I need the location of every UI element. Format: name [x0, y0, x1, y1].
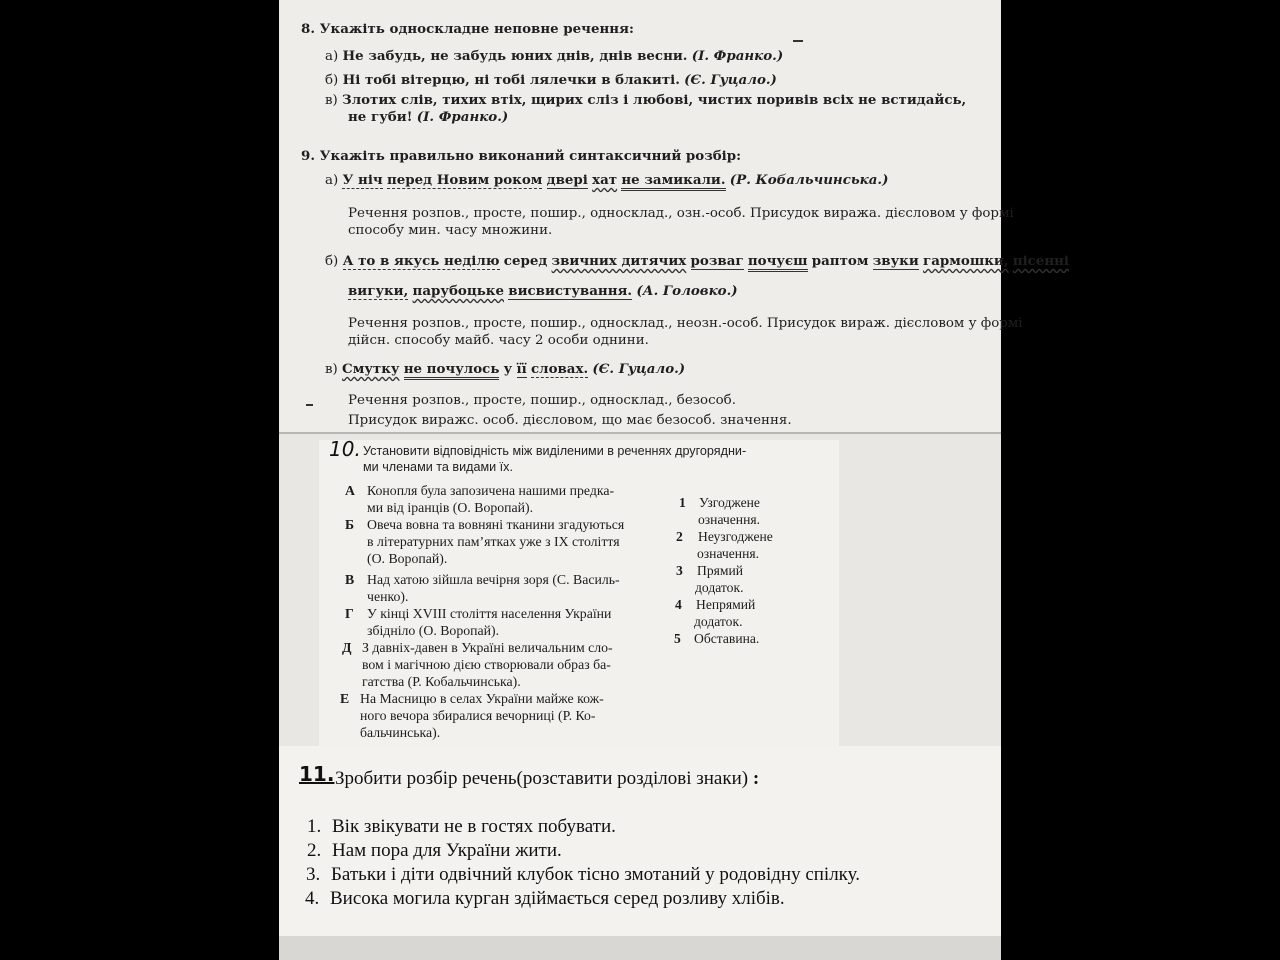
q10-item-e-cont2: гатства (Р. Кобальчинська).: [362, 674, 521, 689]
q10-answer-3: 3 Прямий: [676, 563, 744, 578]
page-edge: [279, 936, 1001, 960]
q10-item-e-cont: вом і магічною дією створювали образ ба-: [362, 657, 611, 672]
q10-answer-3-cont: додаток.: [695, 580, 744, 595]
q9-option-c-analysis-cont: Присудок виражс. особ. дієсловом, що має безособ. значення.: [348, 413, 792, 428]
q9-option-b-analysis-cont: дійсн. способу майб. часу 2 особи однини.: [348, 333, 649, 348]
q9-option-b-analysis: Речення розпов., просте, пошир., односклад., неозн.-особ. Присудок вираж. дієсловом у формі: [348, 316, 1023, 331]
q10-item-c-cont: ченко).: [367, 589, 409, 604]
q10-answer-1-cont: означення.: [698, 512, 761, 527]
q10-item-f-cont: ного вечора збиралися вечорниці (Р. Ко-: [360, 708, 596, 723]
q10-item-e: Д З давніх-давен в Україні величальним сло-: [342, 640, 613, 655]
q9-option-a-sentence: а) У ніч перед Новим роком двері хат не замикали. (Р. Кобальчинська.): [325, 172, 888, 189]
q10-item-a-cont: ми від іранців (О. Воропай).: [367, 500, 534, 515]
q10-item-b-cont: в літературних пам’ятках уже з IX століття: [367, 534, 620, 549]
q10-title-cont: ми членами та видами їх.: [363, 460, 513, 474]
q9-option-c-analysis: Речення розпов., просте, пошир., односклад., безособ.: [348, 393, 737, 408]
q9-option-b-sentence: б) А то в якусь неділю серед звичних дитячих розваг почуєш раптом звуки гармошки, пісенні: [325, 253, 1069, 270]
q11-handwritten-number: 11.: [299, 762, 335, 786]
q9-option-a-analysis: Речення розпов., просте, пошир., односклад., озн.-особ. Присудок виража. дієсловом у формі: [348, 206, 1014, 221]
q8-option-c-cont: не губи! (І. Франко.): [348, 109, 509, 125]
q8-option-b: б) Ні тобі вітерцю, ні тобі лялечки в блакиті. (Є. Гуцало.): [325, 72, 777, 88]
q11-sentence-3: 3. Батьки і діти одвічний клубок тісно змотаний у родовідну спілку.: [306, 864, 860, 885]
pen-mark: [306, 404, 313, 406]
q8-number: 8.: [301, 21, 315, 37]
q10-answer-1: 1 Узгоджене: [679, 495, 760, 510]
q10-answer-4-cont: додаток.: [694, 614, 743, 629]
q10-item-f-cont2: бальчинська).: [360, 725, 441, 740]
q9-option-a-analysis-cont: способу мин. часу множини.: [348, 223, 553, 238]
q10-answer-2: 2 Неузгоджене: [676, 529, 773, 544]
q10-item-b-cont2: (О. Воропай).: [367, 551, 448, 566]
q8-option-a: а) Не забудь, не забудь юних днів, днів весни. (І. Франко.): [325, 48, 784, 64]
q8-question: Укажіть односкладне неповне речення:: [319, 21, 634, 37]
q9-option-c-sentence: в) Смутку не почулось у її словах. (Є. Гуцало.): [325, 361, 685, 378]
q10-answer-4: 4 Непрямий: [675, 597, 756, 612]
q10-answer-5: 5 Обставина.: [674, 631, 760, 646]
document-sheet: [279, 0, 1070, 960]
q10-item-a: А Конопля була запозичена нашими предка-: [345, 483, 615, 498]
pen-mark: [793, 40, 803, 42]
q9-number: 9.: [301, 148, 315, 164]
q9-option-b-sentence-cont: вигуки, парубоцьке висвистування. (А. Головко.): [348, 283, 738, 299]
q10-title: Установити відповідність між виділеними в реченнях другорядни-: [363, 444, 747, 458]
q10-item-d: Г У кінці XVIII століття населення України: [345, 606, 612, 621]
q11-title: Зробити розбір речень(розставити розділові знаки) :: [335, 768, 760, 789]
q10-handwritten-number: 10.: [329, 437, 361, 461]
q10-item-d-cont: збідніло (О. Воропай).: [367, 623, 500, 638]
q11-sentence-1: 1. Вік звікувати не в гостях побувати.: [307, 816, 616, 837]
q9-question: Укажіть правильно виконаний синтаксичний розбір:: [319, 148, 742, 164]
q8-option-c: в) Злотих слів, тихих втіх, щирих сліз і любові, чистих поривів всіх не встидайсь,: [325, 92, 967, 108]
q11-sentence-2: 2. Нам пора для України жити.: [307, 840, 562, 861]
q11-sentence-4: 4. Висока могила курган здіймається серед розливу хлібів.: [305, 888, 785, 909]
q10-answer-2-cont: означення.: [697, 546, 760, 561]
q8-heading: [301, 21, 634, 38]
q10-item-c: В Над хатою зійшла вечірня зоря (С. Василь-: [345, 572, 620, 587]
q10-item-f: Е На Масницю в селах України майже кож-: [340, 691, 604, 706]
q9-heading: [301, 148, 741, 165]
q10-item-b: Б Овеча вовна та вовняні тканини згадуються: [345, 517, 625, 532]
